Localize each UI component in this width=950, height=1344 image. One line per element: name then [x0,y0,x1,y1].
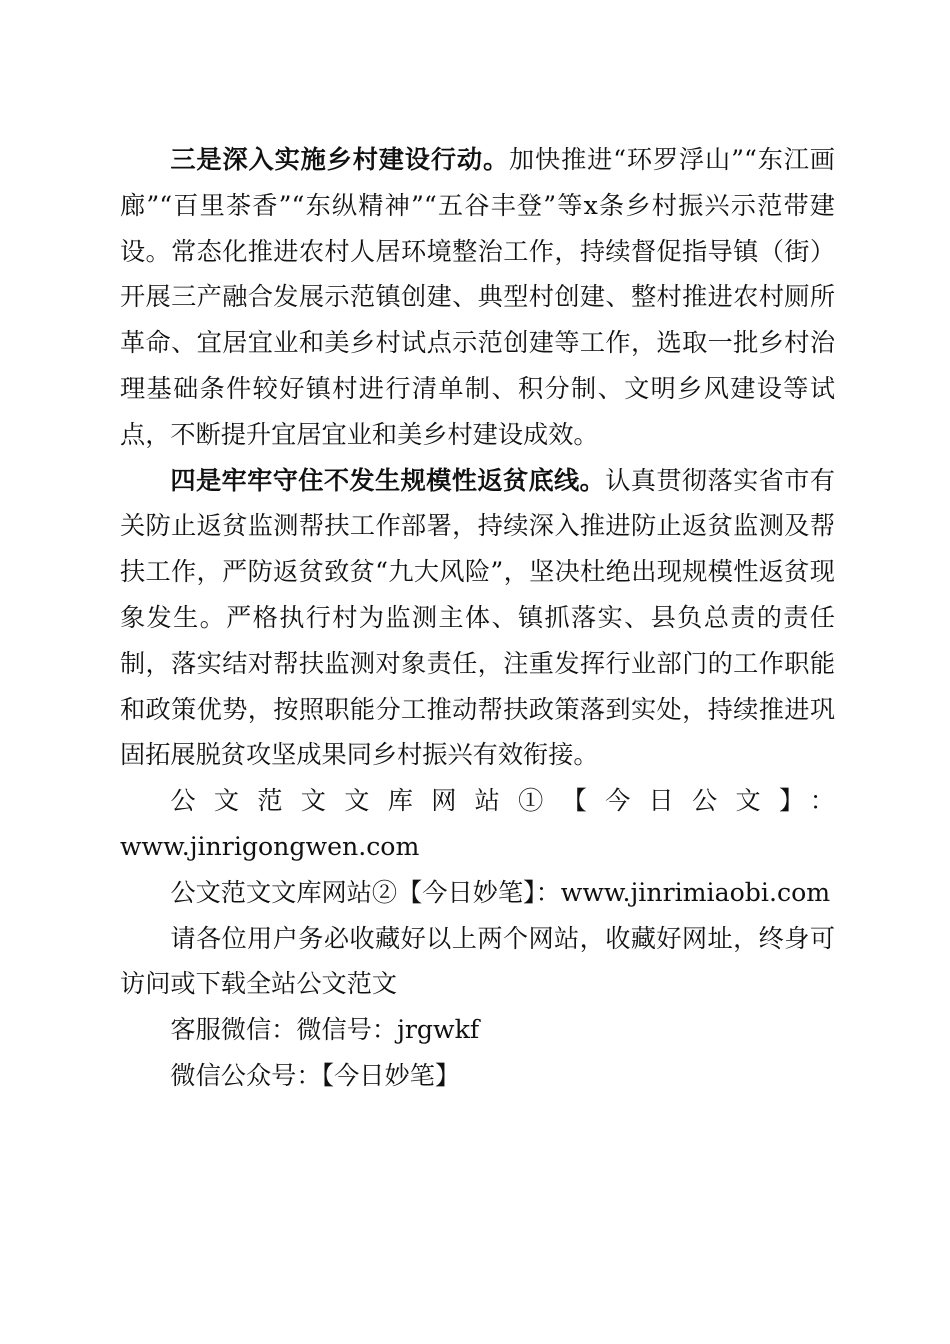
footer-site1 [120,778,835,824]
footer-site2 [120,870,835,916]
footer-site1-url-line [120,824,835,870]
footer-site1-url[interactable]: www.jinrigongwen.com [120,831,420,861]
footer-official-account [120,1053,835,1099]
paragraph-rural-construction [120,137,835,458]
footer-reminder [120,916,835,1008]
footer-site1-label: 公文范文文库网站①【今日公文】： [170,786,835,816]
footer-service-wechat [120,1007,835,1053]
paragraph-body: 认真贯彻落实省市有关防止返贫监测帮扶工作部署，持续深入推进防止返贫监测及帮扶工作，严防返贫致贫“九大风险”，坚决杜绝出现规模性返贫现象发生。严格执行村为监测主体、镇抓落实、县负总责的责任制，落实结对帮扶监测对象责任，注重发挥行业部门的工作职能和政策优势，按照职能分工推动帮扶政策落到实处，持续推进巩固拓展脱贫攻坚成果同乡村振兴有效衔接。 [120,465,836,770]
paragraph-poverty-prevention [120,458,835,779]
footer-official-account-text: 微信公众号：【今日妙笔】 [170,1060,461,1090]
paragraph-lead: 四是牢牢守住不发生规模性返贫底线。 [170,464,606,495]
paragraph-lead: 三是深入实施乡村建设行动。 [170,144,509,174]
footer-reminder-text: 请各位用户务必收藏好以上两个网站，收藏好网址，终身可访问或下载全站公文范文 [120,923,835,999]
footer-site2-text[interactable]: 公文范文文库网站②【今日妙笔】：www.jinrimiaobi.com [170,877,831,907]
document-page [120,137,835,1099]
footer-service-wechat-text: 客服微信：微信号：jrgwkf [170,1015,480,1045]
paragraph-body: 加快推进“环罗浮山”“东江画廊”“百里茶香”“东纵精神”“五谷丰登”等x条乡村振兴示范带建设。常态化推进农村人居环境整治工作，持续督促指导镇（街）开展三产融合发展示范镇创建、典型村创建、整村推进农村厕所革命、宜居宜业和美乡村试点示范创建等工作，选取一批乡村治理基础条件较好镇村进行清单制、积分制、文明乡风建设等试点，不断提升宜居宜业和美乡村建设成效。 [120,145,835,449]
